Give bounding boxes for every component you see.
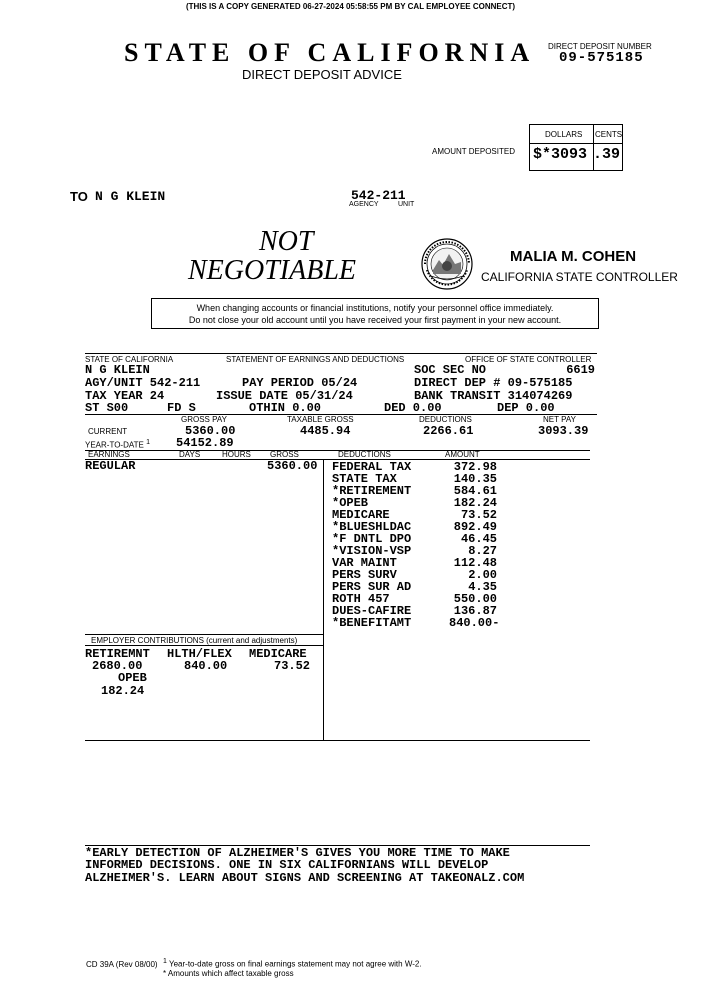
othin: OTHIN 0.00 xyxy=(249,401,322,415)
days-header: DAYS xyxy=(179,450,201,459)
ytd-label xyxy=(85,439,150,450)
taxable-gross-label: TAXABLE GROSS xyxy=(287,415,354,424)
dd-number-label: DIRECT DEPOSIT NUMBER xyxy=(548,42,652,51)
dd-number: 09-575185 xyxy=(559,50,644,66)
current-net: 3093.39 xyxy=(538,424,589,438)
message-line2: INFORMED DECISIONS. ONE IN SIX CALIFORNIANS WILL DEVELOP xyxy=(85,858,489,872)
amount-dollars: $*3093 xyxy=(533,146,588,163)
controller-name: MALIA M. COHEN xyxy=(510,248,637,265)
deduction-amount: 140.35 xyxy=(453,472,497,486)
notice-line2: Do not close your old account until you have received your first payment in your new account. xyxy=(188,315,562,325)
controller-title: CALIFORNIA STATE CONTROLLER xyxy=(481,270,678,284)
footnote-2-text: Amounts which affect taxable gross xyxy=(167,969,294,978)
bank-transit: BANK TRANSIT 314074269 xyxy=(414,389,573,403)
message-line1: *EARLY DETECTION OF ALZHEIMER'S GIVES YOU MORE TIME TO MAKE xyxy=(85,846,510,860)
deduction-amount: 550.00 xyxy=(453,592,497,606)
employer-col-opeb: OPEB xyxy=(118,671,147,685)
dep: DEP 0.00 xyxy=(497,401,555,415)
deduction-amount: 8.27 xyxy=(468,544,497,558)
deduction-name: *F DNTL DPO xyxy=(332,532,412,546)
message-line3: ALZHEIMER'S. LEARN ABOUT SIGNS AND SCREENING AT TAKEONALZ.COM xyxy=(85,871,525,885)
footnote-1-text: Year-to-date gross on final earnings statement may not agree with W-2. xyxy=(168,959,422,969)
ded: DED 0.00 xyxy=(384,401,442,415)
deduction-name: *VISION-VSP xyxy=(332,544,412,558)
deduction-name: DUES-CAFIRE xyxy=(332,604,412,618)
deduction-amount: 4.35 xyxy=(468,580,497,594)
amount-deposited-label: AMOUNT DEPOSITED xyxy=(432,147,515,156)
employer-contributions-label: EMPLOYER CONTRIBUTIONS (current and adjustments) xyxy=(91,636,298,645)
employer-val-opeb: 182.24 xyxy=(101,684,145,698)
cents-label: CENTS xyxy=(595,130,623,139)
dollars-label: DOLLARS xyxy=(545,130,583,139)
state-title: STATE OF CALIFORNIA xyxy=(124,38,536,67)
amount-cents: .39 xyxy=(593,146,621,163)
deductions-header: DEDUCTIONS xyxy=(338,450,391,459)
payee-name: N G KLEIN xyxy=(95,189,166,204)
employer-val-retirement: 2680.00 xyxy=(92,659,143,673)
earnings-header: EARNINGS xyxy=(88,450,130,459)
deduction-amount: 46.45 xyxy=(460,532,497,546)
amount-header: AMOUNT xyxy=(445,450,480,459)
deduction-amount: 182.24 xyxy=(453,496,497,510)
issue-date: ISSUE DATE 05/31/24 xyxy=(216,389,353,403)
deduction-amount: 73.52 xyxy=(460,508,497,522)
direct-dep: DIRECT DEP # 09-575185 xyxy=(414,376,573,390)
statement-center-label: STATEMENT OF EARNINGS AND DEDUCTIONS xyxy=(226,355,405,364)
employer-col-hlth-flex: HLTH/FLEX xyxy=(167,647,232,661)
deduction-amount: 584.61 xyxy=(453,484,497,498)
deduction-name: STATE TAX xyxy=(332,472,397,486)
footnote-1-mark: 1 xyxy=(163,958,167,965)
deduction-amount: 2.00 xyxy=(468,568,497,582)
gross-header: GROSS xyxy=(270,450,299,459)
deduction-name: FEDERAL TAX xyxy=(332,460,412,474)
copy-notice: (THIS IS A COPY GENERATED 06-27-2024 05:58:55 PM BY CAL EMPLOYEE CONNECT) xyxy=(185,2,516,11)
agy-unit: AGY/UNIT 542-211 xyxy=(85,376,201,390)
employer-val-hlth-flex: 840.00 xyxy=(184,659,228,673)
fd-code: FD S xyxy=(167,401,196,415)
form-id: CD 39A (Rev 08/00) xyxy=(86,960,158,969)
pay-period: PAY PERIOD 05/24 xyxy=(242,376,358,390)
employer-col-medicare: MEDICARE xyxy=(249,647,307,661)
agency-label: AGENCY xyxy=(349,201,379,208)
current-gross: 5360.00 xyxy=(185,424,236,438)
deduction-name: *BENEFITAMT xyxy=(332,616,412,630)
deduction-amount: 840.00- xyxy=(449,616,500,630)
net-pay-label: NET PAY xyxy=(543,415,576,424)
current-label: CURRENT xyxy=(88,427,128,436)
notice-line1: When changing accounts or financial institutions, notify your personnel office immediately. xyxy=(196,303,554,313)
not-negotiable-line2: NEGOTIABLE xyxy=(188,255,356,286)
ytd-label-text: YEAR-TO-DATE xyxy=(85,440,144,450)
deduction-amount: 136.87 xyxy=(453,604,497,618)
deduction-name: VAR MAINT xyxy=(332,556,397,570)
statement-left-label: STATE OF CALIFORNIA xyxy=(85,355,174,364)
deduction-name: *BLUESHLDAC xyxy=(332,520,412,534)
ytd-gross: 54152.89 xyxy=(176,436,234,450)
current-taxable: 4485.94 xyxy=(300,424,351,438)
california-state-seal-icon xyxy=(421,238,473,290)
statement-name: N G KLEIN xyxy=(85,363,150,377)
agency-unit: 542-211 xyxy=(351,188,406,203)
not-negotiable-line1: NOT xyxy=(259,226,314,257)
st-code: ST S00 xyxy=(85,401,129,415)
earnings-row-gross: 5360.00 xyxy=(267,459,318,473)
footnote-2 xyxy=(163,969,294,978)
footnote-1 xyxy=(163,958,422,969)
gross-pay-label: GROSS PAY xyxy=(181,415,227,424)
employer-val-medicare: 73.52 xyxy=(274,659,311,673)
soc-sec-label: SOC SEC NO xyxy=(414,363,487,377)
statement-right-label: OFFICE OF STATE CONTROLLER xyxy=(465,355,592,364)
deduction-name: ROTH 457 xyxy=(332,592,390,606)
deduction-name: MEDICARE xyxy=(332,508,390,522)
employer-col-retirement: RETIREMNT xyxy=(85,647,150,661)
deductions-label: DEDUCTIONS xyxy=(419,415,472,424)
to-label: TO xyxy=(70,189,88,204)
earnings-row-name: REGULAR xyxy=(85,459,136,473)
deduction-amount: 892.49 xyxy=(453,520,497,534)
unit-label: UNIT xyxy=(398,201,415,208)
deduction-amount: 112.48 xyxy=(453,556,497,570)
advice-subtitle: DIRECT DEPOSIT ADVICE xyxy=(242,67,402,82)
hours-header: HOURS xyxy=(222,450,251,459)
deduction-name: PERS SURV xyxy=(332,568,397,582)
current-deductions: 2266.61 xyxy=(423,424,474,438)
deduction-name: PERS SUR AD xyxy=(332,580,412,594)
deduction-amount: 372.98 xyxy=(453,460,497,474)
deduction-name: *RETIREMENT xyxy=(332,484,412,498)
deduction-name: *OPEB xyxy=(332,496,369,510)
tax-year: TAX YEAR 24 xyxy=(85,389,165,403)
soc-sec-number: 6619 xyxy=(566,363,595,377)
footnote-2-mark: * xyxy=(163,969,167,978)
ytd-footnote-mark: 1 xyxy=(146,439,150,446)
